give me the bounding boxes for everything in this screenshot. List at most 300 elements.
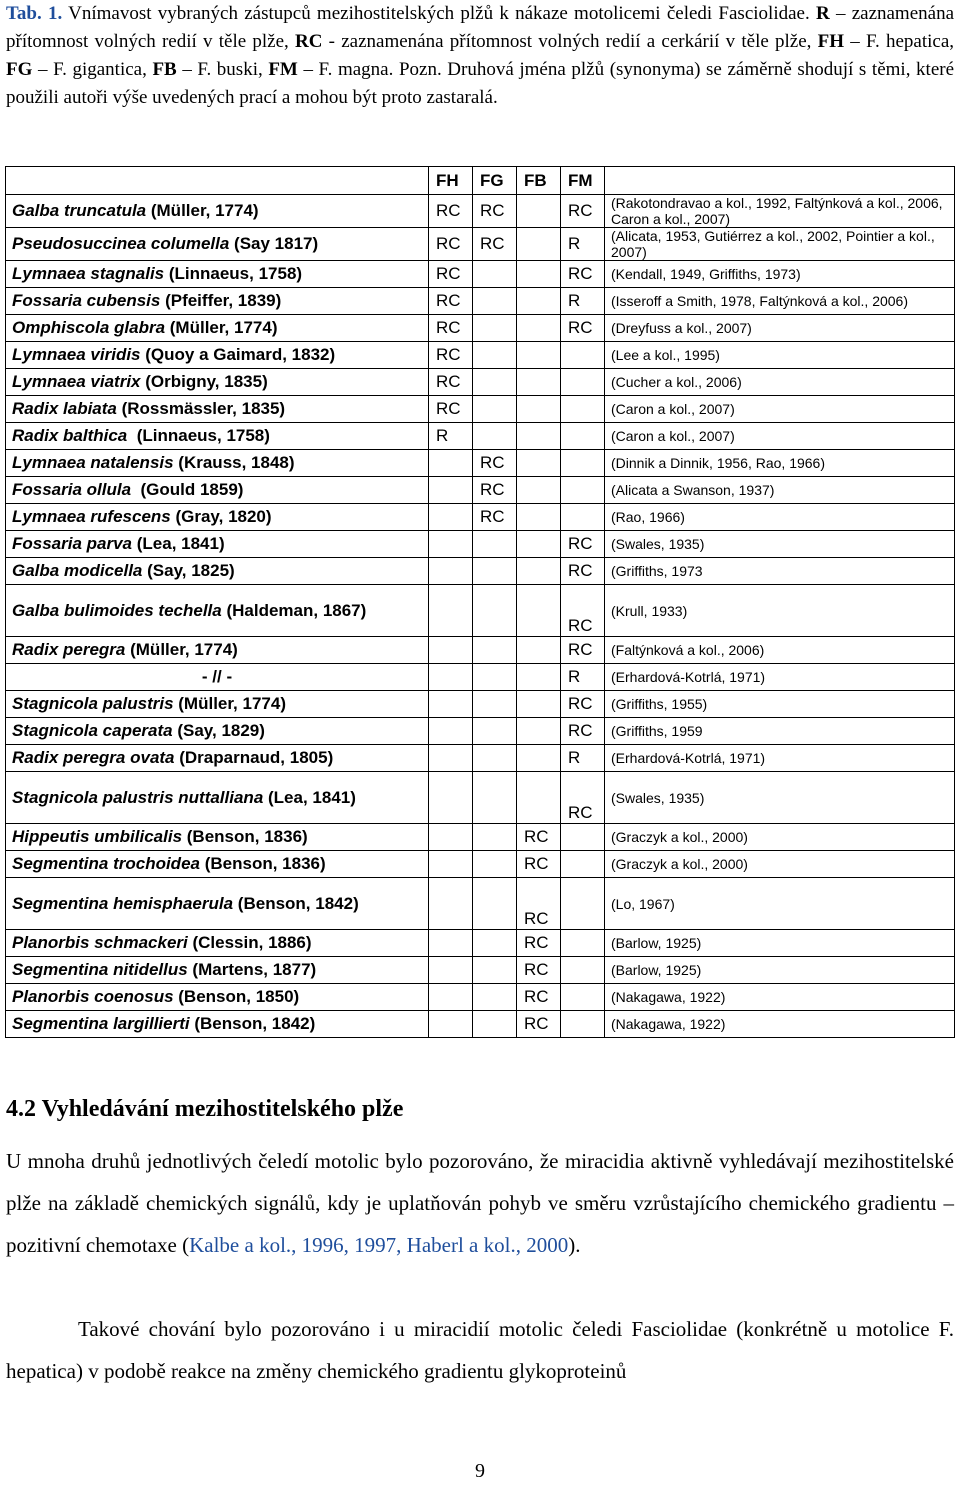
- reference-cell: (Swales, 1935): [605, 531, 955, 558]
- species-author: (Pfeiffer, 1839): [160, 291, 282, 310]
- table-row: [6, 423, 955, 450]
- species-author: (Müller, 1774): [146, 201, 259, 220]
- reference-cell: (Dinnik a Dinnik, 1956, Rao, 1966): [605, 450, 955, 477]
- species-cell: [6, 558, 429, 585]
- species-text: [12, 291, 281, 310]
- species-author: (Rossmässler, 1835): [116, 399, 286, 418]
- header-fh: FH: [429, 167, 473, 195]
- species-cell: [6, 369, 429, 396]
- cell-fm: RC: [561, 637, 605, 664]
- species-text: [12, 721, 265, 740]
- reference-cell: (Lo, 1967): [605, 878, 955, 930]
- reference-cell: (Lee a kol., 1995): [605, 342, 955, 369]
- species-author: (Benson, 1836): [182, 827, 308, 846]
- species-cell: [6, 504, 429, 531]
- species-name: Omphiscola glabra: [12, 318, 166, 337]
- cell-fm: [561, 450, 605, 477]
- species-author: (Benson, 1842): [189, 1014, 316, 1033]
- reference-cell: (Isseroff a Smith, 1978, Faltýnková a kol., 2006): [605, 288, 955, 315]
- table-row: [6, 718, 955, 745]
- paragraph-1-end: ).: [568, 1233, 581, 1257]
- cell-fg: [473, 531, 517, 558]
- header-fb: FB: [517, 167, 561, 195]
- caption-key-fm: FM: [268, 59, 298, 80]
- table-row: [6, 772, 955, 824]
- reference-cell: (Griffiths, 1973: [605, 558, 955, 585]
- cell-fb: RC: [517, 1011, 561, 1038]
- cell-fg: RC: [473, 450, 517, 477]
- species-author: (Quoy a Gaimard, 1832): [140, 345, 336, 364]
- cell-fb: [517, 396, 561, 423]
- reference-cell: (Erhardová-Kotrlá, 1971): [605, 664, 955, 691]
- caption-text-3: - zaznamenána přítomnost volných redií a cerkárií v těle plže,: [328, 31, 812, 52]
- cell-fh: [429, 772, 473, 824]
- species-author: (Say, 1825): [142, 561, 235, 580]
- species-text: [12, 640, 238, 659]
- species-cell: [6, 423, 429, 450]
- table-row: [6, 1011, 955, 1038]
- cell-fg: [473, 718, 517, 745]
- caption-key-r: R: [815, 3, 830, 24]
- species-author: (Müller, 1774): [165, 318, 278, 337]
- species-cell: [6, 315, 429, 342]
- snail-susceptibility-table: [5, 166, 955, 1038]
- species-cell: [6, 957, 429, 984]
- cell-fg: [473, 691, 517, 718]
- species-text: [12, 987, 299, 1006]
- paragraph-2: Takové chování bylo pozorováno i u miracidií motolic čeledi Fasciolidae (konkrétně u motolice F. hepatica) v podobě reakce na změny chemického gradientu glykoproteinů: [6, 1317, 954, 1383]
- cell-fg: [473, 288, 517, 315]
- species-text: [12, 426, 270, 445]
- species-text: [12, 234, 318, 253]
- cell-fh: [429, 477, 473, 504]
- cell-fg: RC: [473, 195, 517, 228]
- cell-fm: [561, 984, 605, 1011]
- table-header-row: [6, 167, 955, 195]
- cell-fh: RC: [429, 315, 473, 342]
- species-cell: [6, 261, 429, 288]
- cell-fh: [429, 558, 473, 585]
- species-author: (Draparnaud, 1805): [174, 748, 334, 767]
- species-name: Galba bulimoides techella: [12, 600, 222, 620]
- caption-key-fh: FH: [817, 31, 845, 52]
- species-name: Lymnaea viridis: [12, 345, 141, 364]
- reference-cell: (Alicata, 1953, Gutiérrez a kol., 2002, Pointier a kol., 2007): [605, 228, 955, 261]
- cell-fb: RC: [517, 851, 561, 878]
- cell-fh: [429, 691, 473, 718]
- cell-fm: RC: [561, 772, 605, 824]
- reference-cell: (Faltýnková a kol., 2006): [605, 637, 955, 664]
- table-row: [6, 369, 955, 396]
- table-row: [6, 691, 955, 718]
- species-author: (Martens, 1877): [187, 960, 317, 979]
- cell-fb: [517, 450, 561, 477]
- reference-cell: (Graczyk a kol., 2000): [605, 851, 955, 878]
- species-name: Stagnicola palustris nuttalliana: [12, 787, 264, 807]
- species-cell: [6, 342, 429, 369]
- species-cell: [6, 984, 429, 1011]
- cell-fh: [429, 930, 473, 957]
- cell-fh: [429, 984, 473, 1011]
- cell-fb: [517, 585, 561, 637]
- cell-fb: [517, 195, 561, 228]
- species-text: [12, 399, 285, 418]
- cell-fh: RC: [429, 342, 473, 369]
- cell-fb: [517, 477, 561, 504]
- species-text: [12, 345, 335, 364]
- cell-fh: [429, 1011, 473, 1038]
- species-name: Segmentina trochoidea: [12, 854, 200, 873]
- species-cell: [6, 531, 429, 558]
- table-row: [6, 664, 955, 691]
- species-text: [12, 453, 295, 472]
- cell-fh: [429, 637, 473, 664]
- cell-fh: [429, 745, 473, 772]
- species-author: (Benson, 1842): [233, 893, 359, 913]
- cell-fb: [517, 772, 561, 824]
- cell-fh: [429, 504, 473, 531]
- reference-cell: (Rao, 1966): [605, 504, 955, 531]
- species-author: (Linnaeus, 1758): [127, 426, 270, 445]
- species-name: Galba truncatula: [12, 201, 147, 220]
- cell-fb: [517, 369, 561, 396]
- cell-fm: [561, 1011, 605, 1038]
- header-ref-empty: [605, 167, 955, 195]
- reference-cell: (Griffiths, 1955): [605, 691, 955, 718]
- table-row: [6, 930, 955, 957]
- cell-fm: R: [561, 228, 605, 261]
- species-author: (Müller, 1774): [173, 694, 286, 713]
- table-row: [6, 637, 955, 664]
- species-cell: [6, 851, 429, 878]
- cell-fb: RC: [517, 930, 561, 957]
- cell-fh: [429, 531, 473, 558]
- cell-fg: [473, 1011, 517, 1038]
- cell-fb: [517, 288, 561, 315]
- cell-fh: RC: [429, 396, 473, 423]
- species-author: (Lea, 1841): [132, 534, 225, 553]
- species-cell: [6, 664, 429, 691]
- cell-fb: RC: [517, 984, 561, 1011]
- cell-fg: [473, 745, 517, 772]
- species-cell: [6, 824, 429, 851]
- paragraph-1: [6, 1140, 954, 1266]
- cell-fh: [429, 878, 473, 930]
- species-name: Lymnaea stagnalis: [12, 264, 165, 283]
- caption-note: Pozn. Druhová jména plžů (synonyma) se záměrně shodují s těmi, které použili autoři výše uvedených prací a mohou být proto zastaralá.: [6, 59, 955, 108]
- species-name: Segmentina nitidellus: [12, 960, 188, 979]
- reference-cell: (Nakagawa, 1922): [605, 1011, 955, 1038]
- species-author: - // -: [201, 667, 233, 686]
- species-name: Lymnaea rufescens: [12, 507, 171, 526]
- paragraph-1-citation[interactable]: Kalbe a kol., 1996, 1997, Haberl a kol., 2000: [189, 1233, 569, 1257]
- reference-cell: (Rakotondravao a kol., 1992, Faltýnková a kol., 2006, Caron a kol., 2007): [605, 195, 955, 228]
- cell-fh: RC: [429, 369, 473, 396]
- species-text: [12, 561, 235, 580]
- reference-cell: (Alicata a Swanson, 1937): [605, 477, 955, 504]
- species-name: Fossaria parva: [12, 534, 133, 553]
- header-fm: FM: [561, 167, 605, 195]
- table-row: [6, 824, 955, 851]
- species-name: Stagnicola caperata: [12, 721, 173, 740]
- cell-fm: [561, 824, 605, 851]
- cell-fm: RC: [561, 718, 605, 745]
- species-author: (Haldeman, 1867): [221, 600, 367, 620]
- cell-fg: [473, 824, 517, 851]
- species-author: (Gould 1859): [131, 480, 244, 499]
- reference-cell: (Erhardová-Kotrlá, 1971): [605, 745, 955, 772]
- cell-fm: [561, 477, 605, 504]
- caption-key-fg: FG: [6, 59, 33, 80]
- species-name: Planorbis schmackeri: [12, 933, 188, 952]
- species-name: Fossaria ollula: [12, 480, 132, 499]
- species-author: (Benson, 1850): [173, 987, 300, 1006]
- paragraph-1-text: U mnoha druhů jednotlivých čeledí motolic bylo pozorováno, že miracidia aktivně vyhledávají mezihostitelské plže na základě chemických signálů, kdy je uplatňován pohyb ve směru vzrůstajícího chemického gradientu – pozitivní chemotaxe (: [6, 1149, 954, 1257]
- table-row: [6, 288, 955, 315]
- species-text: [12, 894, 359, 913]
- species-name: Planorbis coenosus: [12, 987, 174, 1006]
- species-text: [12, 372, 268, 391]
- cell-fg: [473, 369, 517, 396]
- species-text: [12, 748, 333, 767]
- cell-fg: RC: [473, 504, 517, 531]
- reference-cell: (Cucher a kol., 2006): [605, 369, 955, 396]
- cell-fm: [561, 369, 605, 396]
- cell-fb: RC: [517, 957, 561, 984]
- species-name: Fossaria cubensis: [12, 291, 161, 310]
- species-text: [12, 827, 308, 846]
- cell-fm: [561, 504, 605, 531]
- reference-cell: (Caron a kol., 2007): [605, 423, 955, 450]
- reference-cell: (Swales, 1935): [605, 772, 955, 824]
- cell-fg: RC: [473, 228, 517, 261]
- caption-key-fb: FB: [152, 59, 177, 80]
- table-row: [6, 450, 955, 477]
- caption-val-fh: – F. hepatica,: [850, 31, 955, 52]
- table-row: [6, 558, 955, 585]
- cell-fh: RC: [429, 288, 473, 315]
- cell-fh: RC: [429, 195, 473, 228]
- caption-val-fb: – F. buski,: [182, 59, 263, 80]
- cell-fm: [561, 423, 605, 450]
- species-name: Segmentina largillierti: [12, 1014, 190, 1033]
- species-text: [202, 667, 232, 686]
- species-cell: [6, 288, 429, 315]
- species-name: Hippeutis umbilicalis: [12, 827, 183, 846]
- reference-cell: (Kendall, 1949, Griffiths, 1973): [605, 261, 955, 288]
- reference-cell: (Barlow, 1925): [605, 957, 955, 984]
- cell-fb: [517, 261, 561, 288]
- cell-fg: [473, 396, 517, 423]
- species-author: (Orbigny, 1835): [140, 372, 268, 391]
- species-cell: [6, 396, 429, 423]
- page-number: 9: [475, 1460, 485, 1482]
- species-text: [12, 480, 243, 499]
- cell-fm: [561, 957, 605, 984]
- reference-cell: (Krull, 1933): [605, 585, 955, 637]
- cell-fb: [517, 423, 561, 450]
- table-row: [6, 531, 955, 558]
- cell-fg: RC: [473, 477, 517, 504]
- cell-fg: [473, 957, 517, 984]
- cell-fm: RC: [561, 585, 605, 637]
- species-text: [12, 507, 272, 526]
- cell-fm: [561, 342, 605, 369]
- header-empty: [6, 167, 429, 195]
- cell-fg: [473, 423, 517, 450]
- cell-fh: [429, 585, 473, 637]
- caption-label-group: [6, 3, 62, 24]
- species-cell: [6, 585, 429, 637]
- species-cell: [6, 930, 429, 957]
- caption-val-fm: – F. magna.: [303, 59, 394, 80]
- species-cell: [6, 745, 429, 772]
- cell-fm: RC: [561, 531, 605, 558]
- species-text: [12, 1014, 315, 1033]
- reference-cell: (Graczyk a kol., 2000): [605, 824, 955, 851]
- cell-fb: [517, 342, 561, 369]
- species-author: (Clessin, 1886): [187, 933, 312, 952]
- table-row: [6, 745, 955, 772]
- species-text: [12, 318, 277, 337]
- species-author: (Krauss, 1848): [173, 453, 295, 472]
- cell-fb: [517, 664, 561, 691]
- table-row: [6, 878, 955, 930]
- species-name: Lymnaea viatrix: [12, 372, 141, 391]
- cell-fg: [473, 772, 517, 824]
- cell-fm: [561, 851, 605, 878]
- cell-fm: RC: [561, 691, 605, 718]
- species-name: Radix peregra: [12, 640, 126, 659]
- species-text: [12, 960, 316, 979]
- caption-label: Tab.: [6, 3, 42, 24]
- cell-fg: [473, 664, 517, 691]
- cell-fm: RC: [561, 195, 605, 228]
- cell-fm: [561, 396, 605, 423]
- cell-fh: [429, 450, 473, 477]
- caption-text-2: – zaznamenána přítomnost volných redií v těle plže,: [6, 3, 955, 52]
- cell-fh: [429, 718, 473, 745]
- cell-fb: [517, 531, 561, 558]
- species-text: [12, 854, 326, 873]
- cell-fm: RC: [561, 315, 605, 342]
- species-author: (Linnaeus, 1758): [164, 264, 303, 283]
- species-name: Radix balthica: [12, 426, 128, 445]
- cell-fg: [473, 851, 517, 878]
- reference-cell: (Dreyfuss a kol., 2007): [605, 315, 955, 342]
- species-author: (Say, 1829): [172, 721, 265, 740]
- cell-fg: [473, 342, 517, 369]
- cell-fm: R: [561, 664, 605, 691]
- species-cell: [6, 228, 429, 261]
- table-row: [6, 957, 955, 984]
- species-text: [12, 788, 356, 807]
- cell-fm: [561, 878, 605, 930]
- cell-fm: R: [561, 745, 605, 772]
- reference-cell: (Caron a kol., 2007): [605, 396, 955, 423]
- cell-fb: [517, 558, 561, 585]
- cell-fg: [473, 878, 517, 930]
- cell-fh: R: [429, 423, 473, 450]
- table-row: [6, 315, 955, 342]
- cell-fb: [517, 718, 561, 745]
- cell-fh: RC: [429, 261, 473, 288]
- species-author: (Say 1817): [229, 234, 319, 253]
- species-author: (Benson, 1836): [199, 854, 326, 873]
- cell-fg: [473, 984, 517, 1011]
- species-name: Segmentina hemisphaerula: [12, 893, 234, 913]
- species-text: [12, 933, 312, 952]
- species-text: [12, 601, 366, 620]
- table-caption: [6, 0, 954, 112]
- header-fg: FG: [473, 167, 517, 195]
- species-cell: [6, 878, 429, 930]
- cell-fg: [473, 261, 517, 288]
- species-cell: [6, 772, 429, 824]
- species-author: (Lea, 1841): [263, 787, 356, 807]
- table-row: [6, 396, 955, 423]
- species-cell: [6, 1011, 429, 1038]
- species-author: (Gray, 1820): [170, 507, 272, 526]
- cell-fh: [429, 851, 473, 878]
- species-text: [12, 694, 286, 713]
- species-cell: [6, 637, 429, 664]
- table-row: [6, 195, 955, 228]
- cell-fh: [429, 824, 473, 851]
- species-name: Lymnaea natalensis: [12, 453, 174, 472]
- species-text: [12, 264, 302, 283]
- table-row: [6, 851, 955, 878]
- species-name: Pseudosuccinea columella: [12, 234, 230, 253]
- caption-val-fg: – F. gigantica,: [37, 59, 147, 80]
- cell-fg: [473, 585, 517, 637]
- table-row: [6, 585, 955, 637]
- cell-fb: RC: [517, 878, 561, 930]
- species-cell: [6, 195, 429, 228]
- cell-fb: [517, 315, 561, 342]
- cell-fh: [429, 664, 473, 691]
- species-cell: [6, 450, 429, 477]
- species-name: Radix labiata: [12, 399, 117, 418]
- cell-fb: [517, 637, 561, 664]
- cell-fm: RC: [561, 261, 605, 288]
- cell-fb: RC: [517, 824, 561, 851]
- species-author: (Müller, 1774): [125, 640, 238, 659]
- cell-fb: [517, 228, 561, 261]
- table-row: [6, 342, 955, 369]
- species-cell: [6, 718, 429, 745]
- caption-number: 1.: [48, 3, 63, 24]
- table-row: [6, 228, 955, 261]
- cell-fm: [561, 930, 605, 957]
- section-heading: 4.2 Vyhledávání mezihostitelského plže: [6, 1096, 404, 1122]
- cell-fg: [473, 558, 517, 585]
- cell-fh: RC: [429, 228, 473, 261]
- reference-cell: (Barlow, 1925): [605, 930, 955, 957]
- cell-fg: [473, 637, 517, 664]
- table-row: [6, 261, 955, 288]
- caption-text-1: Vnímavost vybraných zástupců mezihostitelských plžů k nákaze motolicemi čeledi Fasciolidae.: [68, 3, 810, 24]
- cell-fb: [517, 691, 561, 718]
- species-cell: [6, 477, 429, 504]
- reference-cell: (Griffiths, 1959: [605, 718, 955, 745]
- reference-cell: (Nakagawa, 1922): [605, 984, 955, 1011]
- cell-fm: RC: [561, 558, 605, 585]
- cell-fh: [429, 957, 473, 984]
- cell-fm: R: [561, 288, 605, 315]
- species-text: [12, 534, 225, 553]
- species-name: Galba modicella: [12, 561, 143, 580]
